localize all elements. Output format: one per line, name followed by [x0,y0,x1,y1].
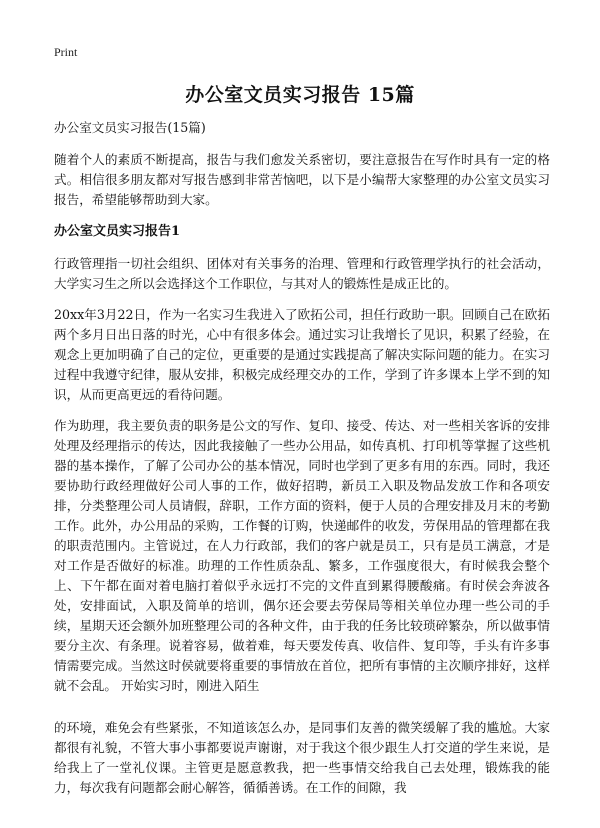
body-paragraph: 20xx年3月22日，作为一名实习生我进入了欧拓公司，担任行政助一职。回顾自己在欧拓两个多月日出日落的时光，心中有很多体会。通过实习让我增长了见识，积累了经验，在观念上更加明确了自己的定位，更重要的是通过实践提高了解决实际问题的能力。在实习过程中我遵守纪律，服从安排，积极完成经理交办的工作，学到了许多课本上学不到的知识，从而更高更远的看待问题。 [54,307,550,402]
section-heading: 办公室文员实习报告1 [54,224,181,239]
document-subtitle: 办公室文员实习报告(15篇) [54,120,206,135]
document-body [54,118,550,809]
document-title: 办公室文员实习报告 15篇 [185,84,415,106]
body-paragraph: 行政管理指一切社会组织、团体对有关事务的治理、管理和行政管理学执行的社会活动，大学实习生之所以会选择这个工作职位，与其对人的锻炼性是成正比的。 [54,256,550,291]
body-paragraph: 的环境，难免会有些紧张，不知道该怎么办，是同事们友善的微笑缓解了我的尴尬。大家都很有礼貌，不管大事小事都要说声谢谢，对于我这个很少跟生人打交道的学生来说，是给我上了一堂礼仪课。主管更是愿意教我，把一些事情交给我自己去处理，锻炼我的能力，每次我有问题都会耐心解答，循循善诱。在工作的间隙，我 [54,720,550,795]
body-paragraph: 作为助理，我主要负责的职务是公文的写作、复印、接受、传达、对一些相关客诉的安排处理及经理指示的传达，因此我接触了一些办公用品，如传真机、打印机等掌握了这些机器的基本操作，了解了公司办公的基本情况，同时也学到了更多有用的东西。同时，我还要协助行政经理做好公司人事的工作，做好招聘，新员工入职及物品发放工作和各项安排，分类整理公司人员请假，辞职，工作方面的资料，便于人员的合理安排及月末的考勤工作。此外，办公用品的采购，工作餐的订购，快递邮件的收发，劳保用品的管理都在我的职责范围内。主管说过，在人力行政部，我们的客户就是员工，只有是员工满意，才是对工作是否做好的标准。助理的工作性质杂乱、繁多，工作强度很大，有时候我会整个上、下午都在面对着电脑打着似乎永远打不完的文件直到累得腰酸痛。有时侯会奔波各处，安排面试，入职及简单的培训，偶尔还会要去劳保局等相关单位办理一些公司的手续，星期天还会额外加班整理公司的各种文件，由于我的任务比较琐碎繁杂，所以做事情要分主次、有条理。说着容易，做着难，每天要发传真、收信件、复印等，手头有许多事情需要完成。当然这时侯就要将重要的事情放在首位，把所有事情的主次顺序排好，这样就不会乱。 开始实习时，刚进入陌生 [54,418,550,693]
intro-paragraph: 随着个人的素质不断提高，报告与我们愈发关系密切，要注意报告在写作时具有一定的格式。相信很多朋友都对写报告感到非常苦恼吧，以下是小编帮大家整理的办公室文员实习报告，希望能够帮助到大家。 [54,152,550,207]
print-link[interactable]: Print [54,45,78,59]
